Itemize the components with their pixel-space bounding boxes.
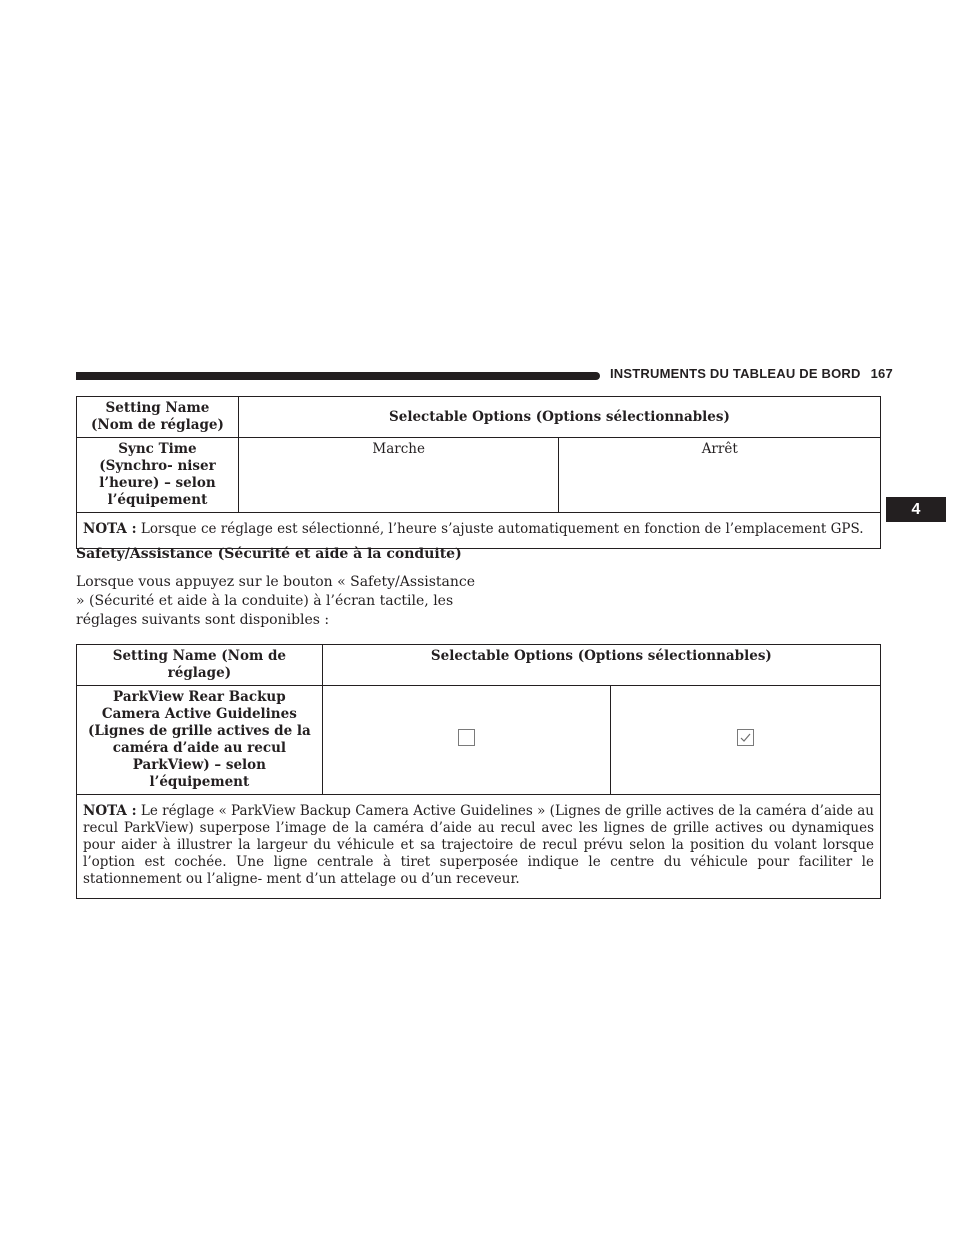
option-unchecked bbox=[322, 686, 611, 795]
table-note-row bbox=[77, 513, 881, 549]
section-heading: Safety/Assistance (Sécurité et aide à la conduite) bbox=[76, 546, 462, 562]
nota-label: NOTA : bbox=[83, 521, 137, 537]
selectable-options-header: Selectable Options (Options sélectionnables) bbox=[238, 397, 880, 438]
sync-time-setting-name: Sync Time (Synchro- niser l’heure) – selon l’équipement bbox=[77, 438, 239, 513]
option-checked bbox=[611, 686, 881, 795]
sync-time-settings-table bbox=[76, 396, 881, 549]
table-note-row bbox=[77, 795, 881, 899]
checked-box-icon bbox=[737, 729, 754, 746]
selectable-options-header: Selectable Options (Options sélectionnables) bbox=[322, 645, 880, 686]
table-row bbox=[77, 438, 881, 513]
parkview-settings-table bbox=[76, 644, 881, 899]
setting-name-header: Setting Name (Nom de réglage) bbox=[77, 645, 323, 686]
body-paragraph: Lorsque vous appuyez sur le bouton « Safety/Assistance » (Sécurité et aide à la conduite) à l’écran tactile, les réglages suivants sont disponibles : bbox=[76, 574, 476, 628]
page-number: 167 bbox=[870, 366, 893, 381]
option-arret: Arrêt bbox=[559, 438, 881, 513]
nota-label: NOTA : bbox=[83, 803, 137, 819]
chapter-tab: 4 bbox=[886, 497, 946, 522]
nota-text: Lorsque ce réglage est sélectionné, l’heure s’ajuste automatiquement en fonction de l’emplacement GPS. bbox=[140, 521, 864, 537]
table-header-row bbox=[77, 645, 881, 686]
option-marche: Marche bbox=[238, 438, 559, 513]
header-rule bbox=[76, 372, 600, 380]
table-row bbox=[77, 686, 881, 795]
nota-text: Le réglage « ParkView Backup Camera Active Guidelines » (Lignes de grille actives de la caméra d’aide au recul ParkView) superpose l’image de la caméra d’aide au recul avec les lignes de grille actives ou dynamiques pour aider à illustrer la largeur du véhicule et sa trajectoire de recul prévu selon la position du volant lorsque l’option est cochée. Une ligne centrale à tiret superposée indique le centre du véhicule pour faciliter le stationnement ou l’aligne- ment d’un attelage ou d’un receveur. bbox=[83, 803, 874, 887]
setting-name-header: Setting Name (Nom de réglage) bbox=[77, 397, 239, 438]
page-header bbox=[610, 366, 893, 381]
chapter-title: INSTRUMENTS DU TABLEAU DE BORD bbox=[610, 366, 861, 381]
parkview-setting-name: ParkView Rear Backup Camera Active Guidelines (Lignes de grille actives de la caméra d’aide au recul ParkView) – selon l’équipement bbox=[77, 686, 323, 795]
note-cell bbox=[77, 795, 881, 899]
table-header-row bbox=[77, 397, 881, 438]
note-cell bbox=[77, 513, 881, 549]
unchecked-box-icon bbox=[458, 729, 475, 746]
